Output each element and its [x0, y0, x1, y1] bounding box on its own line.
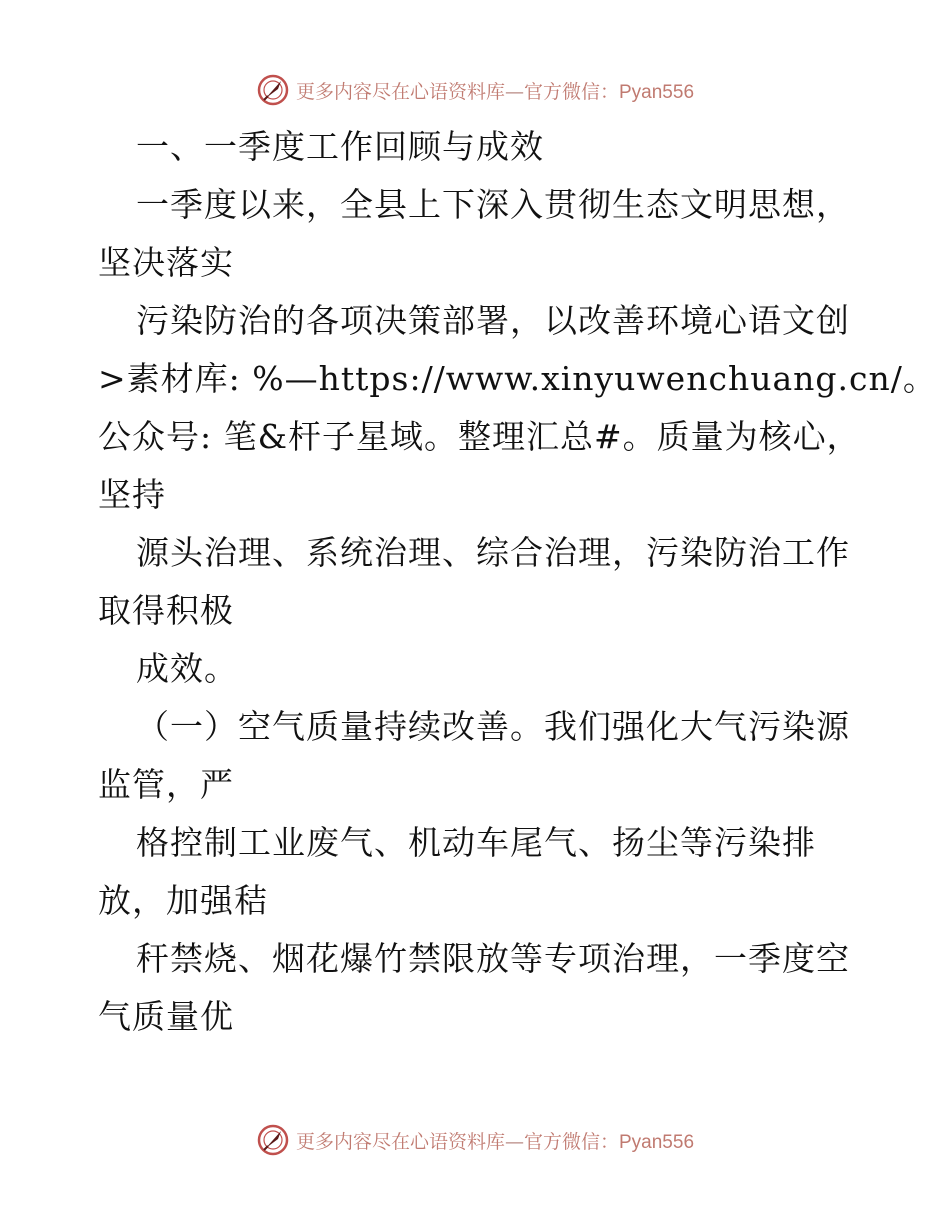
paragraph-line: 成效。 — [136, 649, 238, 688]
paragraph-line: 气质量优 — [98, 997, 234, 1036]
paragraph-line: >素材库: %—https://www.xinyuwenchuang.cn/。 — [98, 359, 937, 398]
document-body — [98, 118, 937, 1046]
paragraph-line: 源头治理、系统治理、综合治理，污染防治工作 — [136, 533, 850, 572]
quill-seal-icon — [256, 73, 290, 107]
paragraph-line: 公众号: 笔&杆子星域。整理汇总#。质量为核心， — [98, 417, 861, 456]
watermark-dash: — — [504, 1130, 524, 1153]
paragraph-line: 坚持 — [98, 475, 166, 514]
paragraph-line: 秆禁烧、烟花爆竹禁限放等专项治理，一季度空 — [136, 939, 850, 978]
paragraph-line: 放，加强秸 — [98, 881, 268, 920]
watermark-main: 更多内容尽在心语资料库 — [295, 1130, 505, 1153]
watermark-text — [296, 77, 694, 104]
watermark-official: 官方微信： — [523, 80, 619, 103]
watermark-wechat-id: Pyan556 — [619, 1131, 695, 1153]
paragraph-line: 污染防治的各项决策部署，以改善环境心语文创 — [136, 301, 850, 340]
paragraph-line: 一季度以来，全县上下深入贯彻生态文明思想， — [136, 185, 850, 224]
footer-watermark-banner — [0, 1120, 950, 1160]
watermark-text — [296, 1127, 694, 1154]
paragraph-line: 取得积极 — [98, 591, 234, 630]
section-heading: 一、一季度工作回顾与成效 — [136, 127, 544, 166]
quill-seal-icon — [256, 1123, 290, 1157]
paragraph-line: 格控制工业废气、机动车尾气、扬尘等污染排 — [136, 823, 816, 862]
watermark-wechat-id: Pyan556 — [619, 81, 695, 103]
watermark-main: 更多内容尽在心语资料库 — [295, 80, 505, 103]
subsection-line: （一）空气质量持续改善。我们强化大气污染源 — [136, 707, 850, 746]
header-watermark-banner — [0, 70, 950, 110]
paragraph-line: 监管，严 — [98, 765, 234, 804]
paragraph-line: 坚决落实 — [98, 243, 234, 282]
watermark-dash: — — [504, 80, 524, 103]
watermark-official: 官方微信： — [523, 1130, 619, 1153]
